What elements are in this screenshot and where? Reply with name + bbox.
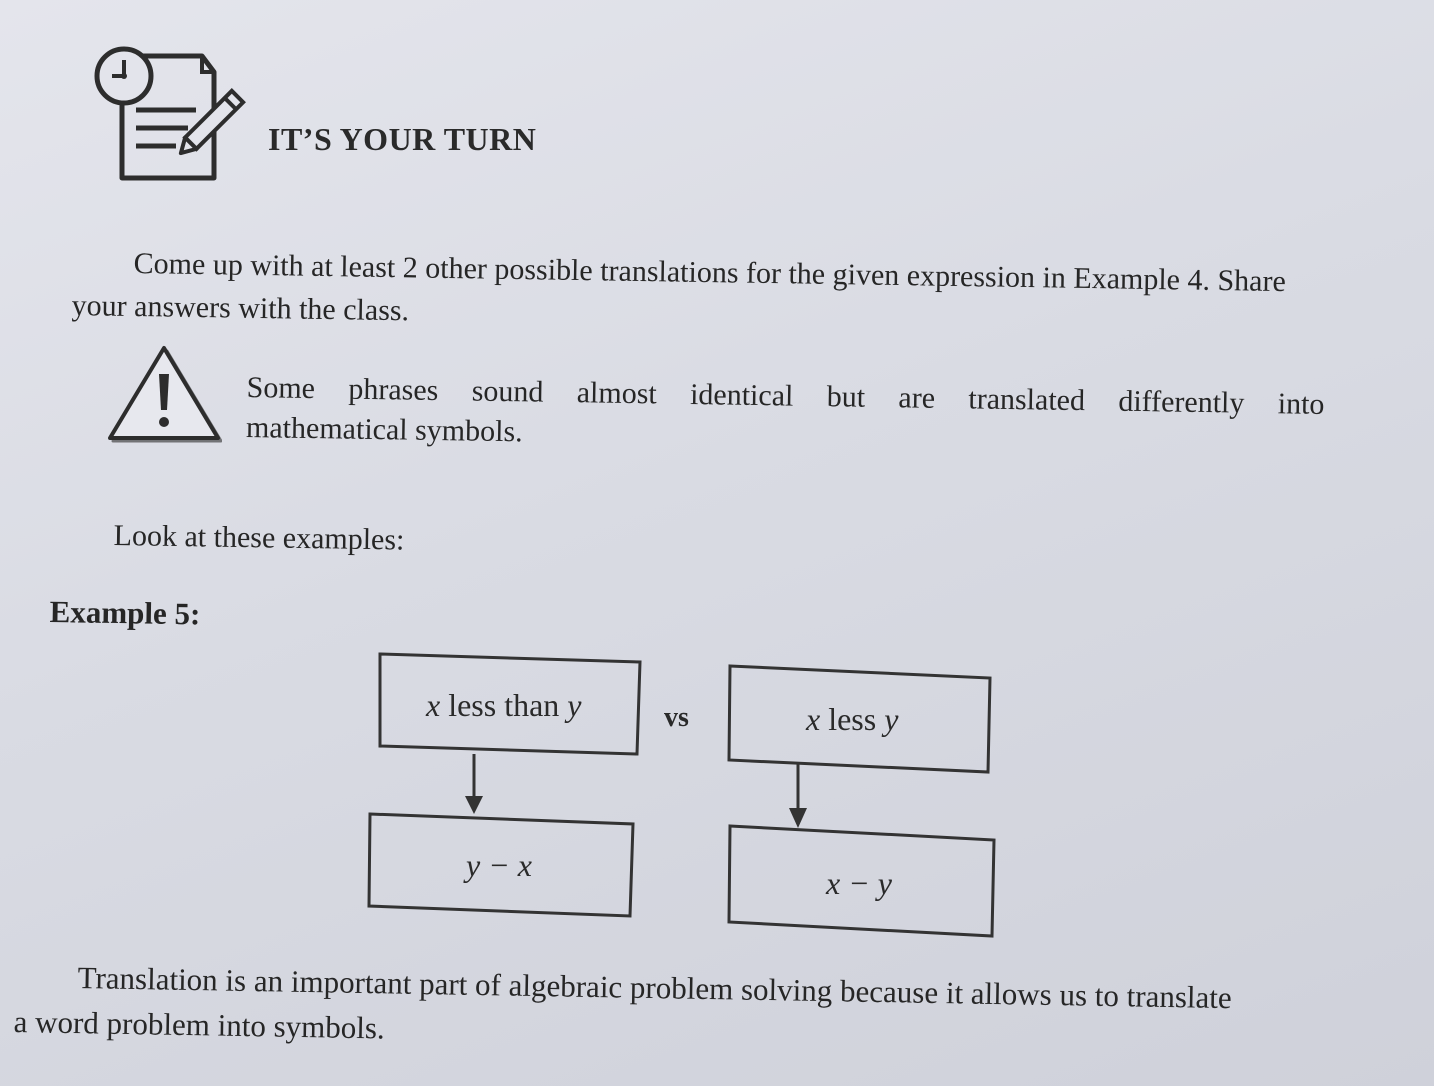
intro-line-2: your answers with the class. [71,288,410,328]
left-arrow-head [465,796,483,814]
vs-label: vs [664,702,689,733]
example-heading: Example 5: [49,594,201,632]
warning-word: phrases [348,372,439,408]
warning-note-line-2: mathematical symbols. [245,410,523,449]
look-at-examples-text: Look at these examples: [113,518,405,557]
section-title: IT’S YOUR TURN [268,121,537,157]
left-phrase-text: x less than y [426,687,582,723]
left-result-text: y − x [466,847,532,883]
warning-word: are [898,381,936,415]
warning-word: into [1277,387,1325,421]
closing-line-2: a word problem into symbols. [13,1003,386,1046]
left-flow [369,654,640,916]
warning-word: Some [246,370,316,406]
closing-line-1: Translation is an important part of algebraic problem solving because it allows us to translate [77,959,1233,1016]
warning-word: but [826,380,866,414]
right-result-text: x − y [826,865,892,901]
warning-word: differently [1118,384,1245,420]
warning-word: translated [968,382,1086,418]
right-arrow-head [789,808,807,828]
right-phrase-text: x less y [806,701,899,737]
warning-word: sound [471,374,544,409]
right-flow [729,666,994,936]
intro-line-1: Come up with at least 2 other possible translations for the given expression in Example 4. Share [133,246,1287,299]
warning-word: almost [576,376,657,411]
warning-word: identical [689,377,794,413]
